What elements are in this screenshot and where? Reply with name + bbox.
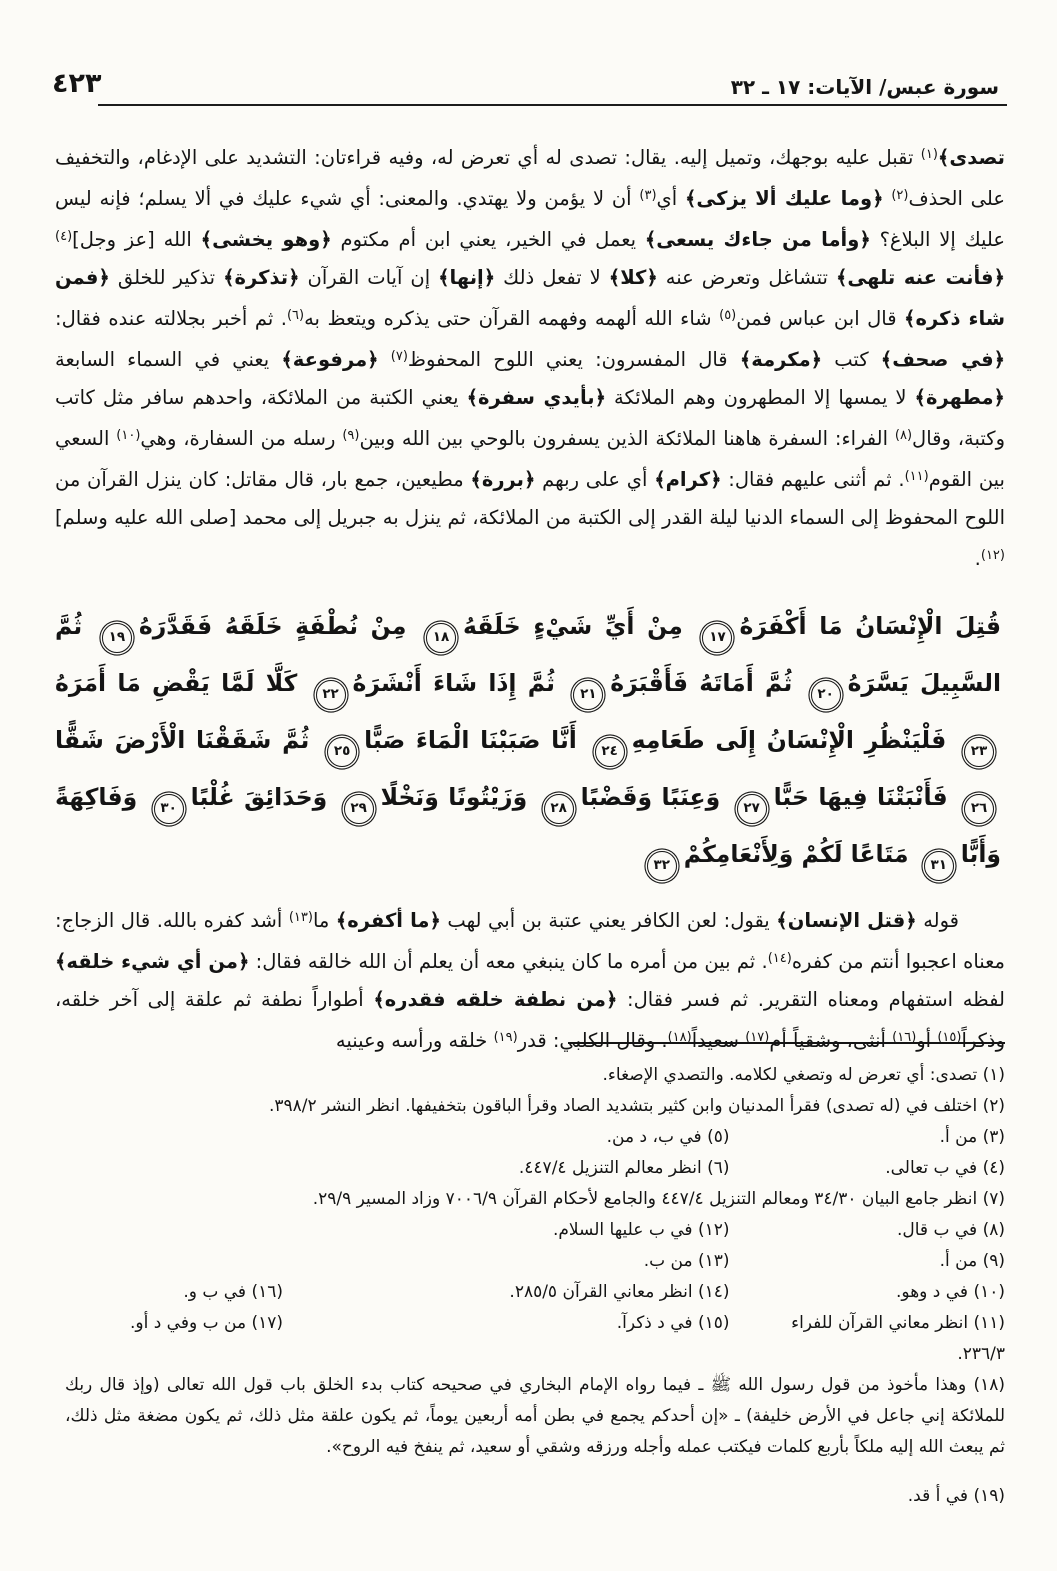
body-text: لا تفعل ذلك xyxy=(495,266,609,289)
quran-quote: ﴿بأيدي سفرة﴾ xyxy=(466,386,607,409)
verse-text: وَزَيْتُونًا وَنَخْلًا xyxy=(380,783,528,811)
body-text: تذكير للخلق xyxy=(109,266,224,289)
footnote-ref: (٨) xyxy=(894,428,913,443)
body-text: يعمل في الخير، يعني ابن أم مكتوم xyxy=(331,228,645,251)
footnote-ref: (١٨) xyxy=(667,1030,692,1045)
footnote-ref: (١٧) xyxy=(745,1030,770,1045)
footnote-ref: (١٩) xyxy=(493,1030,518,1045)
quran-quote: ﴿فأنت عنه تلهى﴾ xyxy=(835,266,1005,289)
body-text: . ثم أثنى عليهم فقال: xyxy=(721,468,905,491)
quran-quote: ﴿من أي شيء خلقه﴾ xyxy=(55,950,250,973)
verse-text: ثُمَّ أَمَاتَهُ فَأَقْبَرَهُ xyxy=(610,669,793,697)
body-text: أي xyxy=(656,187,685,210)
page-footer xyxy=(55,1042,1005,1512)
tafsir-paragraph-2 xyxy=(55,899,1005,1060)
footnote: (٦) انظر معالم التنزيل ٤٤٧/٤. xyxy=(518,1158,730,1178)
body-text: سعيداً xyxy=(691,1029,746,1052)
verse-number-medallion: ١٩ xyxy=(102,623,132,653)
verse-number-medallion: ٢١ xyxy=(573,680,603,710)
body-text: أطواراً نطفة ثم علقة إلى آخر خلقه، وذكراً xyxy=(55,988,1005,1052)
footnote-row xyxy=(55,1308,1005,1370)
footnote-row xyxy=(55,1184,1005,1215)
verse-text: كَلَّا لَمَّا يَقْضِ مَا أَمَرَهُ xyxy=(55,669,298,697)
footnote-ref: (١٦) xyxy=(892,1030,917,1045)
body-text: . ثم بين من أمره ما كان ينبغي معه أن يعلم أن الله خالقه فقال: xyxy=(249,950,768,973)
verse-number-medallion: ٢٦ xyxy=(964,794,994,824)
footnote: (١٧) من ب وفي د أو. xyxy=(129,1313,283,1333)
quran-quote: تصدى﴾ xyxy=(937,146,1005,169)
quran-quote: ﴿فمن شاء ذكره﴾ xyxy=(55,266,1006,330)
footnote: (٥) في ب، د من. xyxy=(606,1127,730,1147)
header-rule xyxy=(98,104,1007,106)
verse-number-medallion: ٢٥ xyxy=(327,737,357,767)
body-text: الله [عز وجل] xyxy=(72,228,201,251)
verse-text: ثُمَّ شَقَقْنَا الْأَرْضَ شَقًّا xyxy=(55,726,310,754)
body-text: كتب xyxy=(822,348,881,371)
footnote-ref: (٤) xyxy=(55,229,73,244)
footnote-ref: (٥) xyxy=(719,308,737,323)
footnote: (١٦) في ب و. xyxy=(183,1282,283,1302)
footnote: (٧) انظر جامع البيان ٣٤/٣٠ ومعالم التنزيل ٤٤٧/٤ والجامع لأحكام القرآن ٧٠٠٦/٩ وزاد المسير ٢٩/٩. xyxy=(312,1189,1005,1209)
footnote-row xyxy=(55,1370,1005,1463)
body-text: تتشاغل وتعرض عنه xyxy=(657,266,836,289)
footnote-ref: (١١) xyxy=(904,469,929,484)
footnote-ref: (٩) xyxy=(342,428,360,443)
footnote-row xyxy=(55,1091,1005,1122)
verse-text: قُتِلَ الْإِنْسَانُ مَا أَكْفَرَهُ xyxy=(739,612,1001,640)
body-text: أنثى، وشقياً أم xyxy=(769,1029,893,1052)
body-text: أي على ربهم xyxy=(535,468,655,491)
verse-text: وَفَاكِهَةً وَأَبًّا xyxy=(55,783,1001,868)
quran-quote: ﴿ما أكفره﴾ xyxy=(335,909,441,932)
body-text xyxy=(379,348,391,371)
quran-quote: ﴿إنها﴾ xyxy=(438,266,496,289)
body-text: يعني الكتبة من الملائكة، واحدهم سافر مثل كاتب وكتبة، وقال xyxy=(55,386,1005,450)
verse-number-medallion: ٣٢ xyxy=(647,851,677,881)
verse-text: وَحَدَائِقَ غُلْبًا xyxy=(190,783,328,811)
body-text: قوله xyxy=(916,909,960,932)
footnote-row xyxy=(55,1481,1005,1512)
body-text: يقول: لعن الكافر يعني عتبة بن أبي لهب xyxy=(440,909,777,932)
verse-text: فَلْيَنْظُرِ الْإِنْسَانُ إِلَى طَعَامِهِ xyxy=(631,726,947,754)
body-text: مطيعين، جمع بار، قال مقاتل: كان ينزل القرآن من اللوح المحفوظ إلى السماء الدنيا ليلة القدر إلى الكتبة من الملائكة، ثم ينزل به جبريل إلى محمد [صلى الله عليه وسلم] xyxy=(55,468,1005,529)
footnote-ref: (١) xyxy=(920,147,938,162)
footnote-row xyxy=(55,1153,1005,1184)
quran-quote: ﴿كلا﴾ xyxy=(608,266,658,289)
verse-text: مِنْ أَيِّ شَيْءٍ خَلَقَهُ xyxy=(463,612,683,640)
footnote-ref: (٢) xyxy=(891,188,909,203)
quran-quote: ﴿مرفوعة﴾ xyxy=(281,348,379,371)
footnote: (١٠) في د وهو. xyxy=(896,1282,1005,1302)
footnote: (١٩) في أ قد. xyxy=(907,1486,1005,1506)
footnotes-section xyxy=(55,1060,1005,1512)
body-text: الفراء: السفرة هاهنا الملائكة الذين يسفرون بالوحي بين الله وبين xyxy=(359,427,895,450)
footnote-row xyxy=(55,1277,1005,1308)
footnote-ref: (١٥) xyxy=(937,1030,962,1045)
quran-quote: ﴿من نطفة خلقه فقدره﴾ xyxy=(373,988,618,1011)
body-text: خلقه ورأسه وعينيه xyxy=(335,1029,494,1052)
footnote-separator-rule xyxy=(568,1042,1005,1044)
quran-quote: ﴿بررة﴾ xyxy=(470,468,536,491)
chapter-title: سورة عبس/ الآيات: ١٧ ـ ٣٢ xyxy=(730,75,999,99)
footnote: (١١) انظر معاني القرآن للفراء ٢٣٦/٣. xyxy=(791,1313,1005,1364)
quran-quote: ﴿مطهرة﴾ xyxy=(914,386,1005,409)
verse-text: ثُمَّ السَّبِيلَ يَسَّرَهُ xyxy=(55,612,1002,697)
verse-number-medallion: ٢٠ xyxy=(811,680,841,710)
verse-number-medallion: ٢٢ xyxy=(316,680,346,710)
verse-number-medallion: ٣٠ xyxy=(154,794,184,824)
body-text: تقبل عليه بوجهك، وتميل إليه. يقال: تصدى له أي تعرض له، وفيه قراءتان: التشديد على الإدغام، والتخفيف على الحذف xyxy=(55,146,1005,210)
verse-number-medallion: ١٧ xyxy=(702,623,732,653)
footnote: (١) تصدى: أي تعرض له وتصغي لكلامه. والتصدي الإصغاء. xyxy=(602,1065,1005,1085)
footnote-ref: (١٤) xyxy=(767,951,792,966)
body-text: أو xyxy=(916,1029,938,1052)
body-text: شاء الله ألهمه وفهمه القرآن حتى يذكره ويتعظ به xyxy=(304,307,720,330)
quran-quote: ﴿وأما من جاءك يسعى﴾ xyxy=(644,228,871,251)
verse-number-medallion: ٣١ xyxy=(924,851,954,881)
quran-quote: ﴿في صحف﴾ xyxy=(880,348,1006,371)
page-header xyxy=(50,68,1007,108)
verse-text: وَعِنَبًا وَقَضْبًا xyxy=(580,783,721,811)
footnote: (١٥) في د ذكرآ. xyxy=(616,1313,730,1333)
footnote-ref: (٧) xyxy=(390,349,408,364)
verse-number-medallion: ٢٩ xyxy=(344,794,374,824)
body-text: إن آيات القرآن xyxy=(299,266,439,289)
footnote-ref: (٦) xyxy=(286,308,305,323)
footnote: (١٤) انظر معاني القرآن ٢٨٥/٥. xyxy=(509,1282,730,1302)
quran-quote: ﴿تذكرة﴾ xyxy=(223,266,300,289)
page-body xyxy=(55,136,1005,1060)
verse-text: فَأَنْبَتْنَا فِيهَا حَبًّا xyxy=(773,783,948,811)
verse-text: مِنْ نُطْفَةٍ خَلَقَهُ فَقَدَّرَهُ xyxy=(138,612,407,640)
body-text: ما xyxy=(312,909,336,932)
footnote: (١٣) من ب. xyxy=(643,1251,730,1271)
footnote-ref: (١٣) xyxy=(288,910,313,925)
verse-text: أَنَّا صَبَبْنَا الْمَاءَ صَبًّا xyxy=(364,726,577,754)
quran-verses-block xyxy=(55,598,1001,883)
footnote-ref: (١٢) xyxy=(980,548,1005,563)
footnote-ref: (٣) xyxy=(639,188,657,203)
footnote-row xyxy=(55,1122,1005,1153)
quran-quote: ﴿قتل الإنسان﴾ xyxy=(776,909,917,932)
body-text: . وقال الكلبي: قدر xyxy=(517,1029,668,1052)
footnote: (٨) في ب قال. xyxy=(897,1220,1005,1240)
verse-number-medallion: ٢٤ xyxy=(595,737,625,767)
footnote-row xyxy=(55,1060,1005,1091)
body-text: لا يمسها إلا المطهرون وهم الملائكة xyxy=(606,386,915,409)
body-text: السعي بين القوم xyxy=(55,427,1005,491)
quran-quote: ﴿وما عليك ألا يزكى﴾ xyxy=(684,187,884,210)
footnote: (٤) في ب تعالى. xyxy=(885,1158,1005,1178)
body-text: لفظه استفهام ومعناه التقرير. ثم فسر فقال: xyxy=(617,988,1005,1011)
body-text: أشد كفره بالله. قال الزجاج: معناه اعجبوا أنتم من كفره xyxy=(55,909,1005,973)
footnote: (٩) من أ. xyxy=(939,1251,1005,1271)
verse-number-medallion: ١٨ xyxy=(426,623,456,653)
body-text: . ثم أخبر بجلالته عنده فقال: xyxy=(55,307,287,330)
verse-number-medallion: ٢٧ xyxy=(737,794,767,824)
quran-quote: ﴿مكرمة﴾ xyxy=(739,348,823,371)
verse-text: ثُمَّ إِذَا شَاءَ أَنْشَرَهُ xyxy=(352,669,556,697)
footnote: (١٢) في ب عليها السلام. xyxy=(552,1220,730,1240)
verse-number-medallion: ٢٣ xyxy=(964,737,994,767)
footnote: (٣) من أ. xyxy=(939,1127,1005,1147)
footnote: (٢) اختلف في (له تصدى) فقرأ المدنيان وابن كثير بتشديد الصاد وقرأ الباقون بتخفيفها. انظر النشر ٣٩٨/٢. xyxy=(268,1096,1005,1116)
body-text: قال ابن عباس فمن xyxy=(736,307,905,330)
body-text: رسله من السفارة، وهي xyxy=(140,427,343,450)
body-text: يعني في السماء السابعة xyxy=(55,348,282,371)
body-text: أن لا يؤمن ولا يهتدي. والمعنى: أي شيء عليك في ألا يسلم؛ فإنه ليس عليك إلا البلاغ؟ xyxy=(55,187,1005,251)
page-number: ٤٢٣ xyxy=(52,68,102,99)
footnote-row xyxy=(55,1246,1005,1277)
footnote-row xyxy=(55,1215,1005,1246)
body-text: . xyxy=(974,547,981,570)
quran-quote: ﴿كرام﴾ xyxy=(654,468,722,491)
verse-number-medallion: ٢٨ xyxy=(544,794,574,824)
footnote: (١٨) وهذا مأخوذ من قول رسول الله ﷺ ـ فيما رواه الإمام البخاري في صحيحه كتاب بدء الخلق باب قول الله تعالى (وإذ قال ربك للملائكة إني جاعل في الأرض خليفة) ـ «إن أحدكم يجمع في بطن أمه أربعين يوماً، ثم يكون علقة مثل ذلك، ثم يكون مضغة مثل ذلك، ثم يبعث الله إليه ملكاً بأربع كلمات فيكتب عمله وأجله ورزقه وشقي أو سعيد، ثم ينفخ فيه الروح». xyxy=(65,1375,1005,1457)
verse-text: مَتَاعًا لَكُمْ وَلِأَنْعَامِكُمْ xyxy=(683,840,909,868)
body-text: قال المفسرون: يعني اللوح المحفوظ xyxy=(407,348,740,371)
quran-quote: ﴿وهو يخشى﴾ xyxy=(200,228,332,251)
tafsir-paragraph-1 xyxy=(55,136,1005,578)
footnote-ref: (١٠) xyxy=(116,428,141,443)
